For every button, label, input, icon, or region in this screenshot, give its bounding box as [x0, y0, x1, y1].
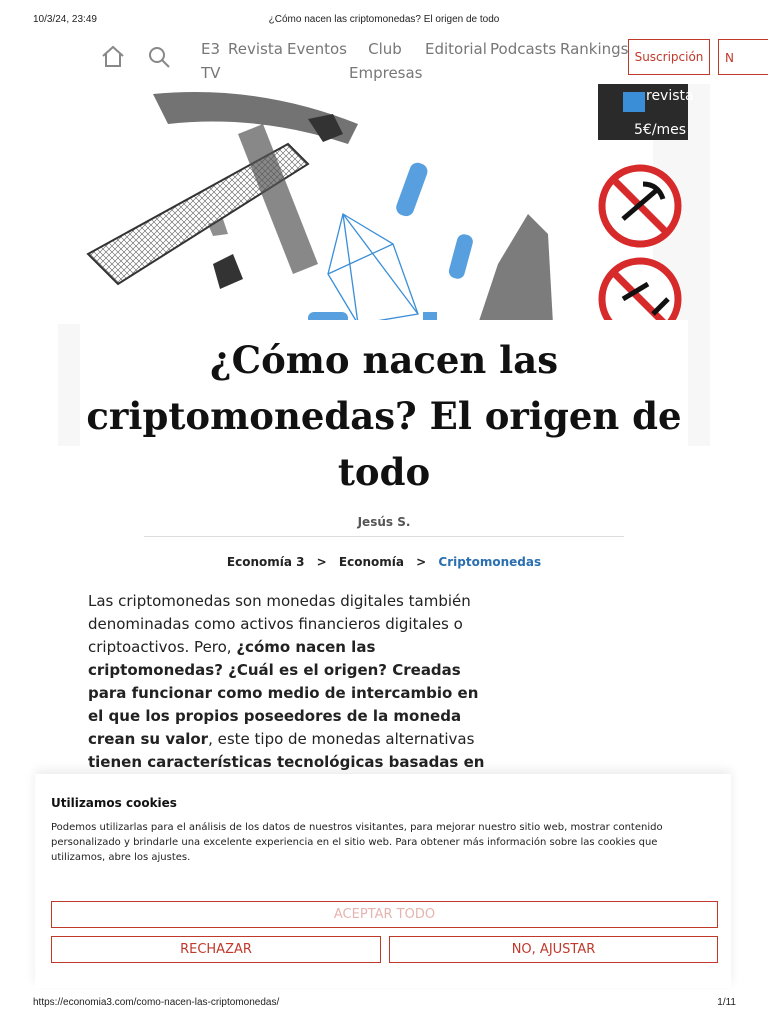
nav-link-eventos[interactable]: Eventos [287, 40, 347, 58]
nav-link-rankings[interactable]: Rankings [560, 40, 629, 58]
adjust-button[interactable]: NO, AJUSTAR [389, 936, 718, 963]
nav-link-e3tv[interactable]: E3 TV [201, 40, 221, 82]
accept-all-button[interactable]: ACEPTAR TODO [51, 901, 718, 928]
cookie-body: Podemos utilizarlas para el análisis de los datos de nuestros visitantes, para mejorar nuestro sitio web, mostrar contenido personalizado y brindarle una excelente experiencia en el sitio web. Para obtener más información sobre las cookies que utilizamos, abre los ajustes. [51, 822, 663, 863]
divider [144, 536, 624, 537]
reject-button[interactable]: RECHAZAR [51, 936, 381, 963]
nav-link-club-empresas[interactable]: Club Empresas [349, 40, 423, 82]
cookie-banner [35, 774, 731, 988]
nav-link-revista[interactable]: Revista [228, 40, 283, 58]
article-title: ¿Cómo nacen las criptomonedas? El origen de todo [86, 338, 682, 494]
print-url: https://economia3.com/como-nacen-las-criptomonedas/ [33, 997, 280, 1008]
article-intro [88, 590, 488, 797]
breadcrumb-item-economia[interactable]: Economía [338, 555, 404, 569]
nav-link-editorial[interactable]: Editorial [425, 40, 487, 58]
search-icon[interactable] [146, 44, 172, 70]
secondary-nav-button[interactable]: N [718, 39, 768, 75]
promo-line-1: revista [646, 88, 694, 104]
intro-bold: tienen características tecnológicas basadas en [88, 753, 485, 771]
promo-line-2: 5€/mes [634, 122, 687, 138]
breadcrumb [0, 555, 768, 569]
breadcrumb-separator: > [316, 555, 327, 569]
breadcrumb-separator: > [416, 555, 427, 569]
nav-link-podcasts[interactable]: Podcasts [490, 40, 557, 58]
home-icon[interactable] [100, 44, 126, 70]
intro-text: , este tipo de monedas alternativas [208, 730, 475, 748]
article-author[interactable]: Jesús S. [357, 515, 411, 529]
print-title: ¿Cómo nacen las criptomonedas? El origen de todo [268, 14, 500, 25]
title-card [80, 320, 688, 510]
print-page-number: 1/11 [717, 997, 736, 1008]
intro-text: Las criptomonedas son monedas digitales también denominadas como activos financieros digitales o criptoactivos. Pero, [88, 592, 471, 656]
print-date: 10/3/24, 23:49 [33, 14, 97, 25]
breadcrumb-item-criptomonedas[interactable]: Criptomonedas [438, 555, 542, 569]
subscribe-button[interactable]: Suscripción [628, 39, 710, 75]
intro-bold: ¿cómo nacen las criptomonedas? ¿Cuál es el origen? Creadas para funcionar como medio de intercambio en el que los propios poseedores de la moneda crean su valor [88, 638, 479, 748]
breadcrumb-item-home[interactable]: Economía 3 [226, 555, 305, 569]
cookie-title: Utilizamos cookies [51, 796, 177, 810]
